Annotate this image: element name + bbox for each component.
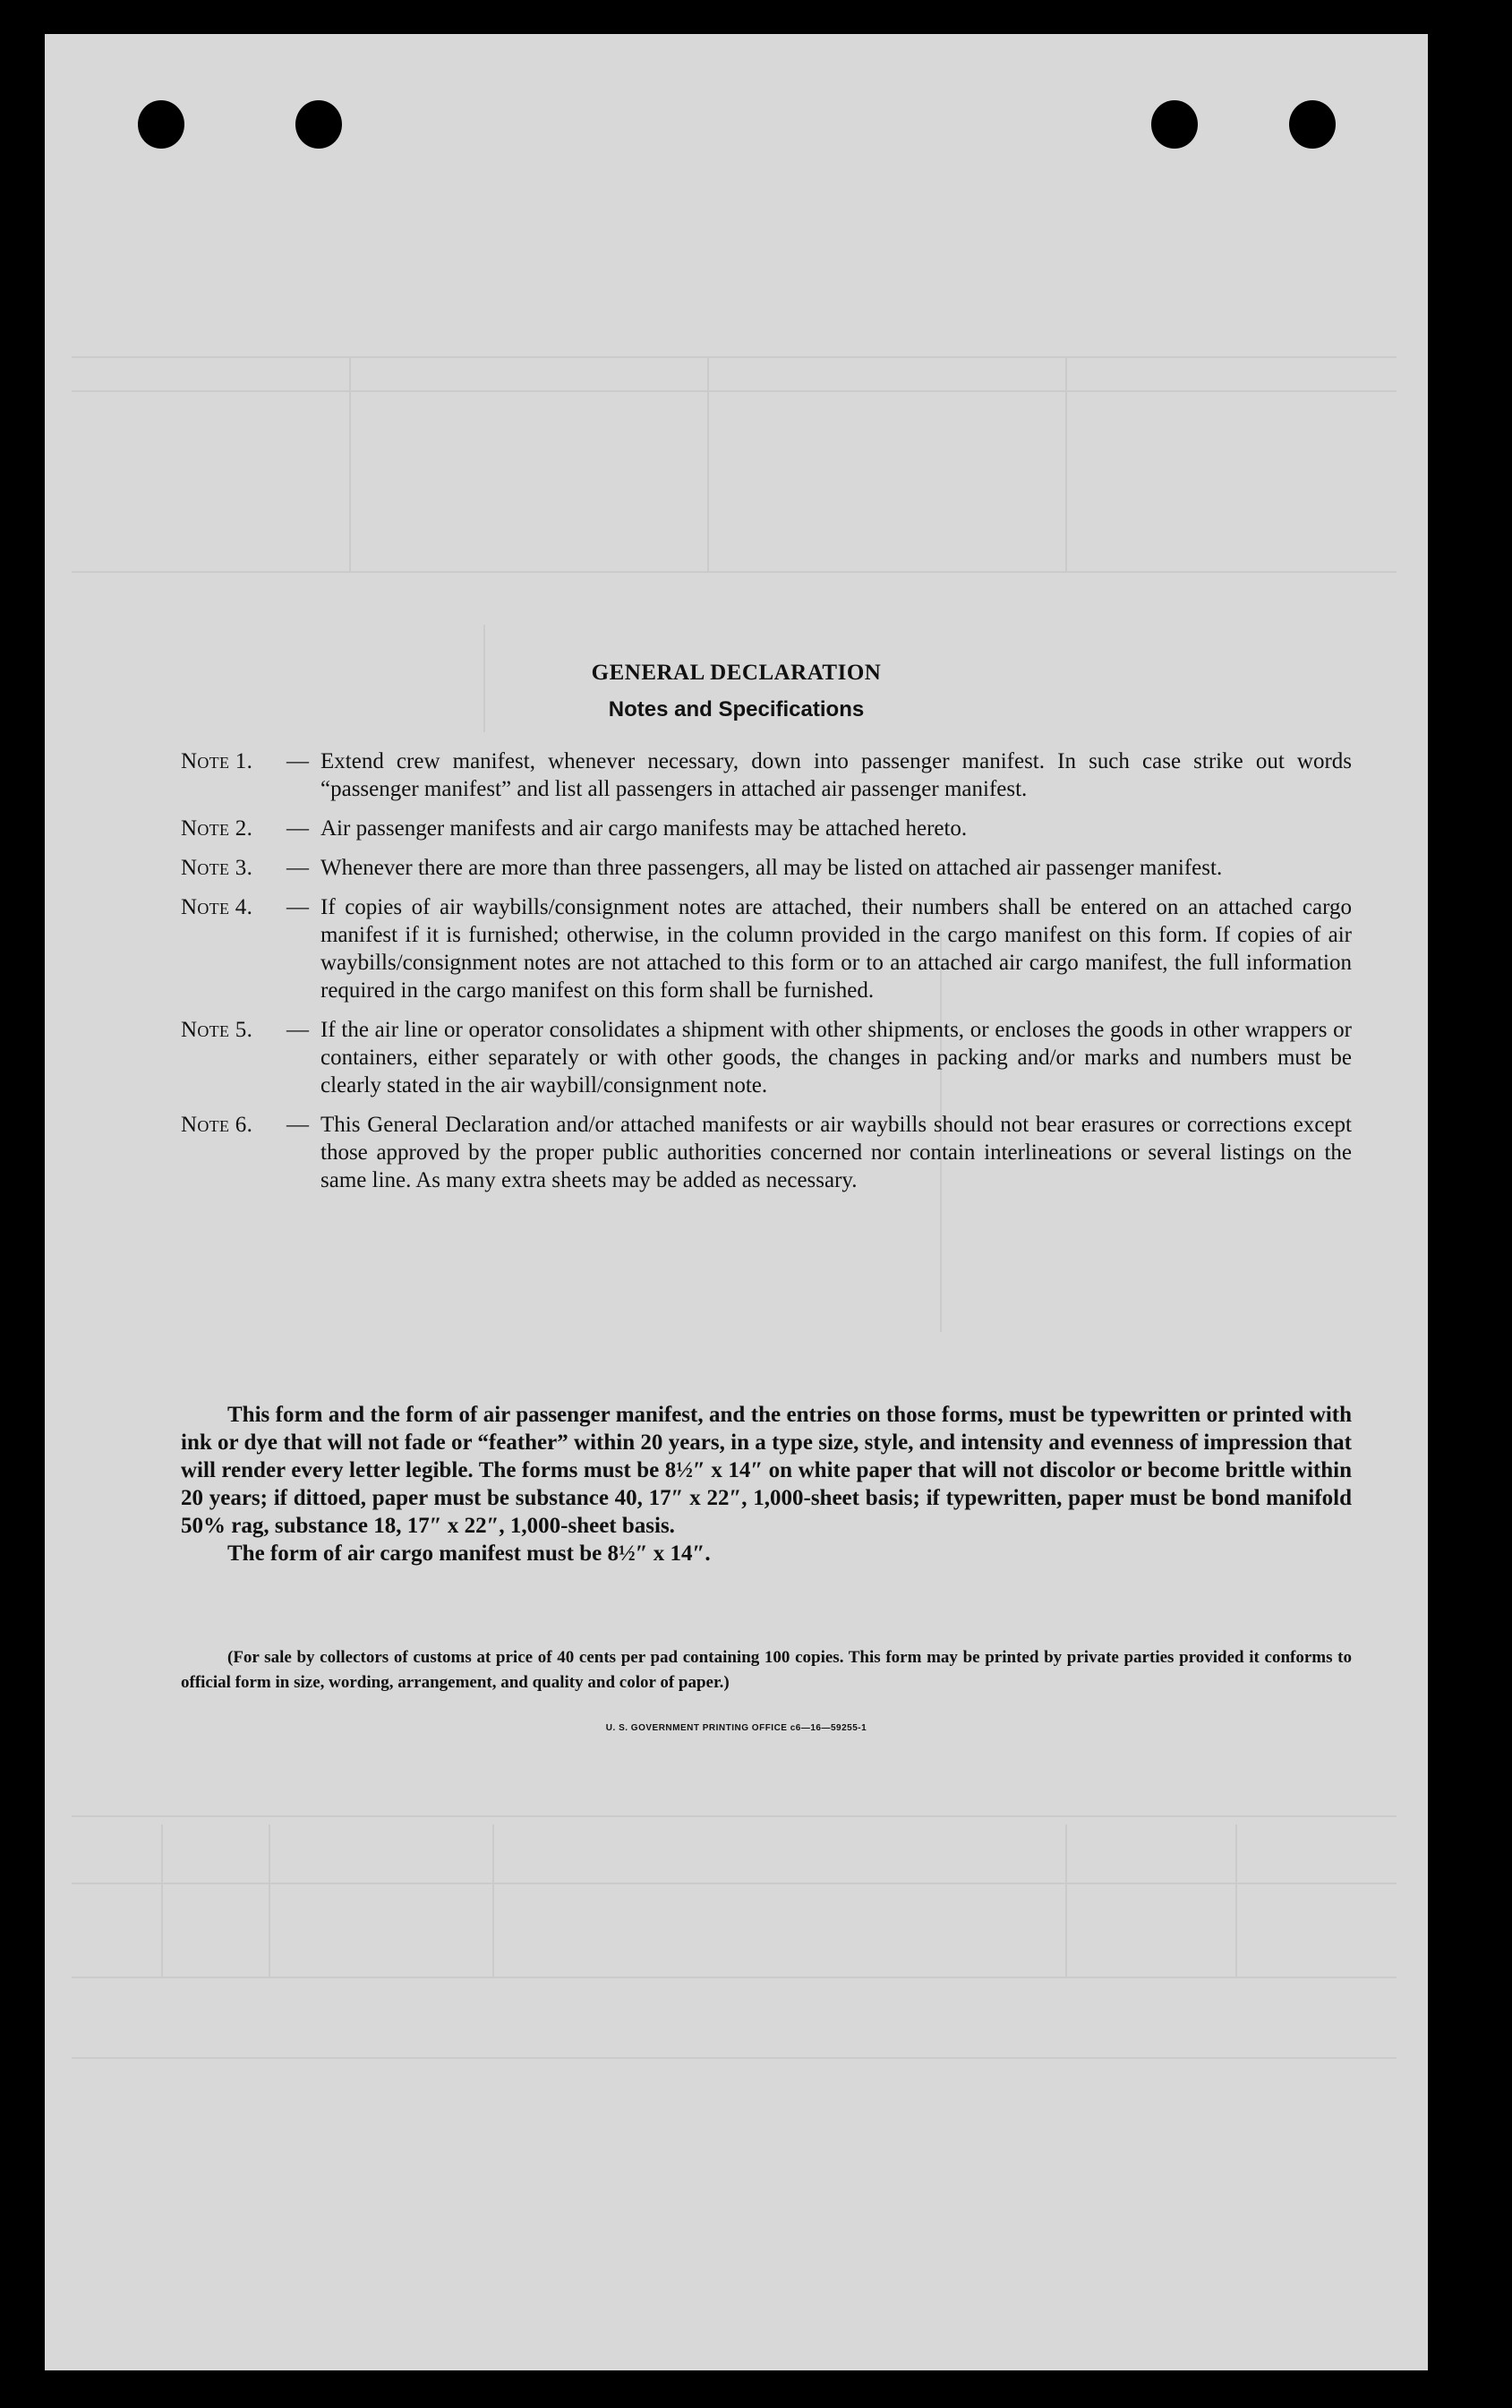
bleed-through-line — [72, 1815, 1397, 1817]
note-label: Note 3. — [181, 856, 253, 880]
punch-hole — [1151, 100, 1198, 149]
note-text: This General Declaration and/or attached manifests or air waybills should not bear erasures or corrections except those approved by the proper public authorities concerned nor contain interlineations or several listings on the same line. As many extra sheets may be added as necessary. — [320, 1113, 1352, 1192]
notes-list — [181, 747, 1352, 1206]
note-label: Note 5. — [181, 1018, 253, 1042]
note-text: Extend crew manifest, whenever necessary, down into passenger manifest. In such case strike out words “passenger manifest” and list all passengers in attached air passenger manifest. — [320, 749, 1352, 801]
note-dash: — — [286, 856, 309, 880]
specification-paragraph: The form of air cargo manifest must be 8½″ x 14″. — [227, 1541, 711, 1566]
bleed-through-line — [72, 356, 1397, 358]
bleed-through-line — [72, 2057, 1397, 2059]
note-text: If the air line or operator consolidates a shipment with other shipments, or encloses the goods in other wrappers or containers, either separately or with other goods, the changes in packing and/or marks and numbers must be clearly stated in the air waybill/consignment note. — [320, 1018, 1352, 1097]
bleed-through-line — [72, 390, 1397, 392]
page-subtitle: Notes and Specifications — [608, 697, 865, 722]
note-item — [181, 893, 1352, 1004]
bleed-through-line — [72, 1883, 1397, 1884]
bleed-through-line — [707, 356, 709, 571]
specifications — [181, 1401, 1352, 1567]
punch-hole — [138, 100, 184, 149]
punch-hole — [1289, 100, 1336, 149]
bleed-through-line — [1235, 1824, 1237, 1977]
bleed-through-line — [72, 1977, 1397, 1978]
note-text: Whenever there are more than three passengers, all may be listed on attached air passenger manifest. — [320, 856, 1223, 880]
bleed-through-line — [1065, 356, 1067, 571]
note-item — [181, 1016, 1352, 1099]
sale-notice-text: (For sale by collectors of customs at price of 40 cents per pad containing 100 copies. This form may be printed by private parties provided it conforms to official form in size, wording, arrangement, and quality and color of paper.) — [181, 1648, 1352, 1692]
bleed-through-line — [72, 571, 1397, 573]
bleed-through-line — [1065, 1824, 1067, 1977]
bleed-through-line — [492, 1824, 494, 1977]
note-dash: — — [286, 749, 309, 773]
page-title: GENERAL DECLARATION — [591, 661, 882, 685]
sale-notice — [181, 1645, 1352, 1695]
note-item — [181, 747, 1352, 803]
note-item — [181, 815, 1352, 842]
printer-imprint: U. S. GOVERNMENT PRINTING OFFICE c6—16—59255-1 — [605, 1723, 867, 1733]
note-item — [181, 1111, 1352, 1194]
note-item — [181, 854, 1352, 882]
note-text: If copies of air waybills/consignment notes are attached, their numbers shall be entered on an attached cargo manifest if it is furnished; otherwise, in the column provided in the cargo manifest on this form. If copies of air waybills/consignment notes are not attached to this form or to an attached air cargo manifest, the full information required in the cargo manifest on this form shall be furnished. — [320, 895, 1352, 1003]
bleed-through-line — [161, 1824, 163, 1977]
bleed-through-line — [349, 356, 351, 571]
specification-paragraph: This form and the form of air passenger manifest, and the entries on those forms, must be typewritten or printed with ink or dye that will not fade or “feather” within 20 years, in a type size, style, and intensity and evenness of impression that will render every letter legible. The forms must be 8½″ x 14″ on white paper that will not discolor or become brittle within 20 years; if dittoed, paper must be substance 40, 17″ x 22″, 1,000-sheet basis; if typewritten, paper must be bond manifold 50% rag, substance 18, 17″ x 22″, 1,000-sheet basis. — [181, 1403, 1352, 1538]
note-label: Note 4. — [181, 895, 253, 919]
note-text: Air passenger manifests and air cargo manifests may be attached hereto. — [320, 816, 968, 841]
note-label: Note 2. — [181, 816, 253, 841]
note-dash: — — [286, 816, 309, 841]
note-label: Note 1. — [181, 749, 253, 773]
note-label: Note 6. — [181, 1113, 253, 1137]
punch-hole — [295, 100, 342, 149]
note-dash: — — [286, 895, 309, 919]
note-dash: — — [286, 1113, 309, 1137]
document-page — [45, 34, 1428, 2370]
note-dash: — — [286, 1018, 309, 1042]
bleed-through-line — [269, 1824, 270, 1977]
